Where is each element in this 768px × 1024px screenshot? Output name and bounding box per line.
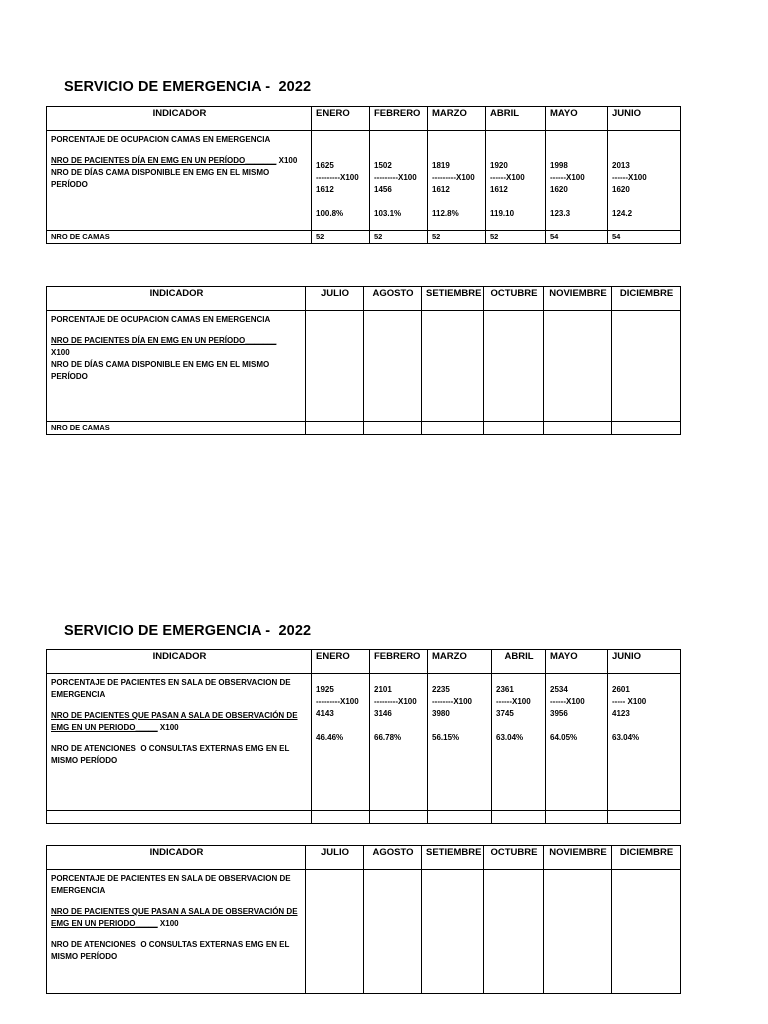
fraction-separator: ---------X100 [432,173,475,182]
table-row [47,870,681,994]
occupancy-table-jul-dec [46,286,681,435]
percentage-value: 63.04% [496,733,524,742]
numerator-value: 2361 [496,685,514,694]
empty-cell [608,811,681,824]
month-value-cell [612,311,681,422]
fraction-separator: ---------X100 [374,173,417,182]
percentage-value: 63.04% [612,733,640,742]
fraction-separator: ---------X100 [316,697,359,706]
denominator-value: 4123 [612,709,630,718]
month-value-cell [312,674,370,811]
header-month: MAYO [546,107,608,131]
month-value-cell [370,674,428,811]
camas-value: 52 [428,231,486,244]
indicator-denominator: NRO DE DÍAS CAMA DISPONIBLE EN EMG EN EL MISMO [51,360,270,369]
month-value-cell [544,311,612,422]
header-indicador: INDICADOR [47,650,312,674]
indicator-title: PORCENTAJE DE PACIENTES EN SALA DE OBSERVACION DE [51,874,291,883]
numerator-value: 1998 [550,161,568,170]
table-header-row [47,846,681,870]
indicator-title: PORCENTAJE DE OCUPACION CAMAS EN EMERGENCIA [51,135,271,144]
fraction-separator: ------X100 [496,697,531,706]
numerator-value: 1502 [374,161,392,170]
header-month: AGOSTO [364,287,422,311]
month-value-cell [306,311,364,422]
denominator-value: 1612 [432,185,450,194]
fraction-separator: ---------X100 [316,173,359,182]
camas-value: 54 [546,231,608,244]
percentage-value: 103.1% [374,209,402,218]
month-value-cell [428,131,486,231]
percentage-value: 66.78% [374,733,402,742]
fraction-separator: ------X100 [550,697,585,706]
indicator-multiplier: X100 [157,723,179,732]
month-value-cell [612,870,681,994]
header-month: ENERO [312,107,370,131]
numerator-value: 2013 [612,161,630,170]
empty-cell [312,811,370,824]
table-row [47,131,681,231]
fraction-separator: ---------X100 [374,697,417,706]
denominator-value: 1620 [612,185,630,194]
header-indicador: INDICADOR [47,287,306,311]
header-indicador: INDICADOR [47,846,306,870]
header-month: MAYO [546,650,608,674]
month-value-cell [492,674,546,811]
percentage-value: 56.15% [432,733,460,742]
indicator-title: PORCENTAJE DE OCUPACION CAMAS EN EMERGENCIA [51,315,271,324]
month-value-cell [486,131,546,231]
header-month: JULIO [306,287,364,311]
header-month: MARZO [428,107,486,131]
header-month: OCTUBRE [484,846,544,870]
fraction-separator: ------X100 [550,173,585,182]
header-month: DICIEMBRE [612,287,681,311]
header-month: DICIEMBRE [612,846,681,870]
indicator-multiplier: X100 [157,919,179,928]
camas-value: 52 [486,231,546,244]
camas-value [306,422,364,435]
month-value-cell [422,870,484,994]
camas-value [484,422,544,435]
table-header-row [47,107,681,131]
indicator-denominator-cont: MISMO PERÍODO [51,756,118,765]
header-month: NOVIEMBRE [544,287,612,311]
indicator-denominator: NRO DE ATENCIONES O CONSULTAS EXTERNAS EMG EN EL [51,940,290,949]
indicator-title-cont: EMERGENCIA [51,690,106,699]
header-month: SETIEMBRE [422,846,484,870]
indicator-denominator-cont: PERÍODO [51,372,88,381]
fraction-separator: ------X100 [612,173,647,182]
month-value-cell [428,674,492,811]
camas-label: NRO DE CAMAS [47,231,312,244]
percentage-value: 64.05% [550,733,578,742]
denominator-value: 1620 [550,185,568,194]
table-row-camas [47,422,681,435]
indicator-numerator: NRO DE PACIENTES DÍA EN EMG EN UN PERÍODO_______ [51,156,277,165]
indicator-multiplier: X100 [51,348,70,357]
indicator-numerator: NRO DE PACIENTES QUE PASAN A SALA DE OBSERVACIÓN DE [51,711,298,720]
camas-value [364,422,422,435]
denominator-value: 1456 [374,185,392,194]
empty-cell [47,811,312,824]
month-value-cell [364,311,422,422]
denominator-value: 3956 [550,709,568,718]
occupancy-table-jan-jun [46,106,681,244]
month-value-cell [484,311,544,422]
camas-value: 54 [608,231,681,244]
empty-cell [492,811,546,824]
camas-label: NRO DE CAMAS [47,422,306,435]
header-month: SETIEMBRE [422,287,484,311]
denominator-value: 3745 [496,709,514,718]
percentage-value: 112.8% [432,209,459,218]
month-value-cell [484,870,544,994]
numerator-value: 1625 [316,161,334,170]
fraction-separator: --------X100 [432,697,472,706]
percentage-value: 46.46% [316,733,344,742]
percentage-value: 119.10 [490,209,515,218]
header-month: ABRIL [486,107,546,131]
table-row [47,674,681,811]
month-value-cell [364,870,422,994]
header-month: ENERO [312,650,370,674]
camas-value [544,422,612,435]
denominator-value: 3980 [432,709,450,718]
month-value-cell [312,131,370,231]
table-row-empty [47,811,681,824]
header-month: OCTUBRE [484,287,544,311]
table-row [47,311,681,422]
empty-cell [370,811,428,824]
month-value-cell [422,311,484,422]
numerator-value: 1920 [490,161,508,170]
denominator-value: 1612 [316,185,334,194]
fraction-separator: ----- X100 [612,697,647,706]
percentage-value: 100.8% [316,209,344,218]
indicator-cell [47,674,312,811]
header-month: FEBRERO [370,650,428,674]
indicator-numerator: NRO DE PACIENTES QUE PASAN A SALA DE OBSERVACIÓN DE [51,907,298,916]
indicator-cell [47,870,306,994]
camas-value: 52 [312,231,370,244]
indicator-numerator: NRO DE PACIENTES DÍA EN EMG EN UN PERÍODO_______ [51,336,277,345]
indicator-numerator-cont: EMG EN UN PERIODO_____ [51,723,158,732]
header-month: JUNIO [608,107,681,131]
month-value-cell [544,870,612,994]
page-title: SERVICIO DE EMERGENCIA - 2022 [64,623,312,639]
table-header-row [47,287,681,311]
header-month: MARZO [428,650,492,674]
header-month: NOVIEMBRE [544,846,612,870]
table-row-camas [47,231,681,244]
header-month: JUNIO [608,650,681,674]
indicator-title: PORCENTAJE DE PACIENTES EN SALA DE OBSERVACION DE [51,678,291,687]
header-month: JULIO [306,846,364,870]
empty-cell [428,811,492,824]
month-value-cell [546,131,608,231]
table-header-row [47,650,681,674]
camas-value [612,422,681,435]
month-value-cell [608,131,681,231]
numerator-value: 2235 [432,685,450,694]
month-value-cell [306,870,364,994]
camas-value: 52 [370,231,428,244]
header-month: ABRIL [492,650,546,674]
indicator-cell [47,311,306,422]
observation-table-jan-jun [46,649,681,824]
fraction-separator: ------X100 [490,173,525,182]
indicator-denominator: NRO DE DÍAS CAMA DISPONIBLE EN EMG EN EL MISMO [51,168,270,177]
indicator-title-cont: EMERGENCIA [51,886,106,895]
percentage-value: 124.2 [612,209,633,218]
numerator-value: 2601 [612,685,630,694]
page-title: SERVICIO DE EMERGENCIA - 2022 [64,79,312,95]
observation-table-jul-dec [46,845,681,994]
indicator-denominator: NRO DE ATENCIONES O CONSULTAS EXTERNAS EMG EN EL [51,744,290,753]
numerator-value: 2534 [550,685,568,694]
indicator-denominator-cont: MISMO PERÍODO [51,952,118,961]
month-value-cell [608,674,681,811]
indicator-denominator-cont: PERÍODO [51,180,88,189]
denominator-value: 3146 [374,709,392,718]
camas-value [422,422,484,435]
header-month: FEBRERO [370,107,428,131]
numerator-value: 1925 [316,685,334,694]
month-value-cell [546,674,608,811]
header-month: AGOSTO [364,846,422,870]
empty-cell [546,811,608,824]
indicator-cell [47,131,312,231]
denominator-value: 4143 [316,709,334,718]
numerator-value: 1819 [432,161,450,170]
header-indicador: INDICADOR [47,107,312,131]
month-value-cell [370,131,428,231]
numerator-value: 2101 [374,685,392,694]
denominator-value: 1612 [490,185,508,194]
percentage-value: 123.3 [550,209,571,218]
indicator-numerator-cont: EMG EN UN PERIODO_____ [51,919,158,928]
indicator-multiplier: X100 [276,156,298,165]
